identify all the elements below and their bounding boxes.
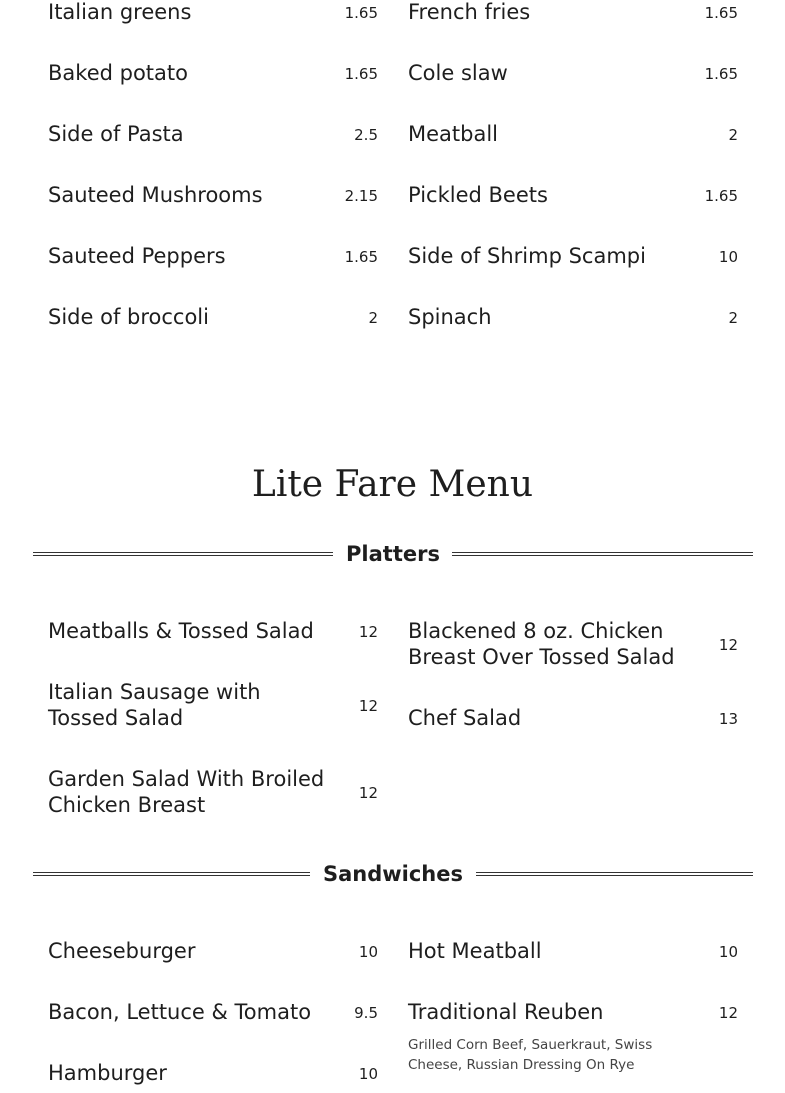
- item-price: 1.65: [344, 4, 378, 22]
- item-description: Grilled Corn Beef, Sauerkraut, Swiss Cheese, Russian Dressing On Rye: [408, 1037, 653, 1073]
- item-price: 1.65: [704, 187, 738, 205]
- item-price: 12: [358, 784, 378, 802]
- item-price: 1.65: [704, 4, 738, 22]
- item-price: 2.5: [354, 126, 378, 144]
- section-header-platters: [33, 540, 753, 570]
- item-price: 12: [358, 697, 378, 715]
- item-price: 10: [358, 1065, 378, 1083]
- item-name: Garden Salad With Broiled Chicken Breast: [48, 767, 325, 817]
- item-price: 10: [718, 248, 738, 266]
- item-name: Chef Salad: [408, 706, 522, 730]
- item-price: 12: [718, 1004, 738, 1022]
- item-price: 1.65: [344, 65, 378, 83]
- item-name: Hot Meatball: [408, 939, 542, 963]
- item-name: Sauteed Peppers: [48, 244, 226, 268]
- item-name: Traditional Reuben: [408, 1000, 604, 1024]
- section-title: Platters: [346, 542, 440, 566]
- menu-title: Lite Fare Menu: [251, 464, 534, 505]
- item-price: 12: [358, 623, 378, 641]
- item-price: 2: [728, 126, 738, 144]
- section-header-sandwiches: [33, 860, 753, 890]
- item-price: 9.5: [354, 1004, 378, 1022]
- section-title: Sandwiches: [322, 862, 464, 886]
- item-name: Pickled Beets: [408, 183, 548, 207]
- item-price: 1.65: [344, 248, 378, 266]
- item-name: Meatball: [408, 122, 499, 146]
- item-name: Italian greens: [48, 0, 192, 24]
- item-name: Bacon, Lettuce & Tomato: [48, 1000, 312, 1024]
- item-name: Side of Pasta: [48, 122, 184, 146]
- item-name: Italian Sausage with Tossed Salad: [48, 680, 261, 730]
- item-name: Baked potato: [48, 61, 188, 85]
- item-price: 2.15: [344, 187, 378, 205]
- item-name: Sauteed Mushrooms: [48, 183, 263, 207]
- item-name: Side of broccoli: [48, 305, 209, 329]
- item-price: 1.65: [704, 65, 738, 83]
- item-price: 10: [358, 943, 378, 961]
- item-price: 2: [728, 309, 738, 327]
- item-price: 12: [718, 636, 738, 654]
- item-price: 13: [718, 710, 738, 728]
- item-name: Meatballs & Tossed Salad: [48, 619, 314, 643]
- item-price: 10: [718, 943, 738, 961]
- item-name: Cheeseburger: [48, 939, 196, 963]
- item-name: Spinach: [408, 305, 492, 329]
- item-name: Hamburger: [48, 1061, 167, 1085]
- item-price: 2: [368, 309, 378, 327]
- item-name: Side of Shrimp Scampi: [408, 244, 646, 268]
- item-name: French fries: [408, 0, 531, 24]
- item-name: Blackened 8 oz. Chicken Breast Over Tossed Salad: [408, 619, 675, 669]
- item-name: Cole slaw: [408, 61, 508, 85]
